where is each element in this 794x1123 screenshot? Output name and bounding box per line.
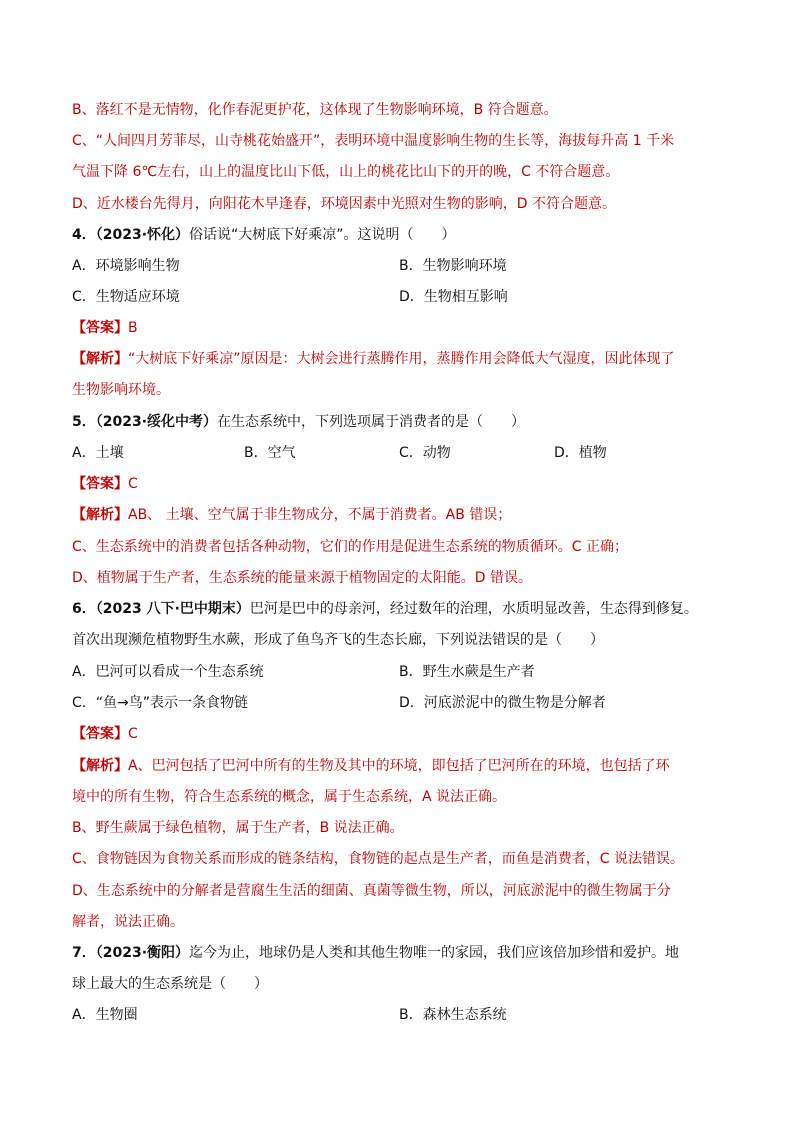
q6-analysis-line-2: 境中的所有生物，符合生态系统的概念，属于生态系统，A 说法正确。 (72, 789, 507, 805)
question-number: 6． (72, 601, 96, 617)
question-7-stem-line-2: 球上最大的生态系统是（ ） (72, 976, 268, 992)
question-5-stem (72, 412, 525, 432)
question-source: （2023·衡阳） (95, 945, 190, 961)
q5-option-d: D．植物 (554, 445, 607, 461)
answer-tag: 【答案】 (72, 476, 128, 492)
q5-answer (72, 474, 138, 494)
q6-option-a: A．巴河可以看成一个生态系统 (72, 664, 264, 680)
answer-tag: 【答案】 (72, 726, 128, 742)
q6-analysis-line-1 (72, 756, 670, 776)
q4-option-c: C．生物适应环境 (72, 289, 180, 305)
q4-analysis-line-2: 生物影响环境。 (72, 382, 170, 398)
q3-explain-c2: 气温下降 6℃左右，山上的温度比山下低，山上的桃花比山下的开的晚，C 不符合题意。 (72, 164, 620, 180)
question-source: （2023·绥化中考） (95, 414, 218, 430)
answer-value: C (128, 476, 138, 492)
q3-explain-c1: C、“人间四月芳菲尽，山寺桃花始盛开”，表明环境中温度影响生物的生长等，海拔每升高 1 千米 (72, 133, 675, 149)
answer-value: C (128, 726, 138, 742)
question-number: 5． (72, 414, 96, 430)
q6-analysis-line-4: C、食物链因为食物关系而形成的链条结构，食物链的起点是生产者，而鱼是消费者，C 说法错误。 (72, 851, 684, 867)
question-text: 巴河是巴中的母亲河，经过数年的治理，水质明显改善，生态得到修复。 (249, 601, 698, 617)
q6-option-d: D．河底淤泥中的微生物是分解者 (399, 695, 606, 711)
question-text: 在生态系统中，下列选项属于消费者的是（ ） (217, 414, 526, 430)
q6-answer (72, 724, 138, 744)
question-number: 7． (72, 945, 96, 961)
question-7-stem-line-1 (72, 943, 679, 963)
q4-option-a: A．环境影响生物 (72, 258, 180, 274)
analysis-tag: 【解析】 (72, 351, 128, 367)
analysis-text: A、巴河包括了巴河中所有的生物及其中的环境，即包括了巴河所在的环境，也包括了环 (128, 758, 670, 774)
question-text: 迄今为止，地球仍是人类和其他生物唯一的家园，我们应该倍加珍惜和爱护。地 (189, 945, 680, 961)
q5-analysis-line-2: C、生态系统中的消费者包括各种动物，它们的作用是促进生态系统的物质循环。C 正确； (72, 539, 628, 555)
q5-analysis-line-3: D、植物属于生产者，生态系统的能量来源于植物固定的太阳能。D 错误。 (72, 570, 533, 586)
question-source: （2023·怀化） (95, 227, 190, 243)
question-text: 俗话说“大树底下好乘凉”。这说明（ ） (189, 227, 456, 243)
q5-option-c: C．动物 (399, 445, 451, 461)
q3-explain-d: D、近水楼台先得月，向阳花木早逢春，环境因素中光照对生物的影响，D 不符合题意。 (72, 196, 617, 212)
q3-explain-b: B、落红不是无情物，化作春泥更护花，这体现了生物影响环境，B 符合题意。 (72, 102, 558, 118)
q5-option-b: B．空气 (244, 445, 296, 461)
q7-option-b: B．森林生态系统 (399, 1007, 507, 1023)
q4-option-b: B．生物影响环境 (399, 258, 507, 274)
q6-analysis-line-5: D、生态系统中的分解者是营腐生生活的细菌、真菌等微生物，所以，河底淤泥中的微生物属于分 (72, 883, 671, 899)
question-4-stem (72, 225, 456, 245)
question-6-stem-line-1 (72, 599, 698, 619)
analysis-tag: 【解析】 (72, 507, 128, 523)
analysis-tag: 【解析】 (72, 758, 128, 774)
q4-answer (72, 318, 138, 338)
q4-analysis-line-1 (72, 349, 675, 369)
answer-tag: 【答案】 (72, 320, 128, 336)
q6-analysis-line-3: B、野生蕨属于绿色植物，属于生产者，B 说法正确。 (72, 820, 404, 836)
q6-option-b: B．野生水蕨是生产者 (399, 664, 535, 680)
q5-analysis-line-1 (72, 505, 511, 525)
question-6-stem-line-2: 首次出现濒危植物野生水蕨，形成了鱼鸟齐飞的生态长廊，下列说法错误的是（ ） (72, 632, 604, 648)
question-source: （2023 八下·巴中期末） (95, 601, 250, 617)
q6-option-c: C．“鱼→鸟”表示一条食物链 (72, 695, 249, 711)
analysis-text: “大树底下好乘凉”原因是：大树会进行蒸腾作用，蒸腾作用会降低大气湿度，因此体现了 (128, 351, 675, 367)
q6-analysis-line-6: 解者，说法正确。 (72, 914, 184, 930)
q7-option-a: A．生物圈 (72, 1007, 138, 1023)
question-number: 4． (72, 227, 96, 243)
answer-value: B (128, 320, 138, 336)
q5-option-a: A．土壤 (72, 445, 124, 461)
analysis-text: AB、 土壤、空气属于非生物成分，不属于消费者。AB 错误； (128, 507, 512, 523)
q4-option-d: D．生物相互影响 (399, 289, 508, 305)
